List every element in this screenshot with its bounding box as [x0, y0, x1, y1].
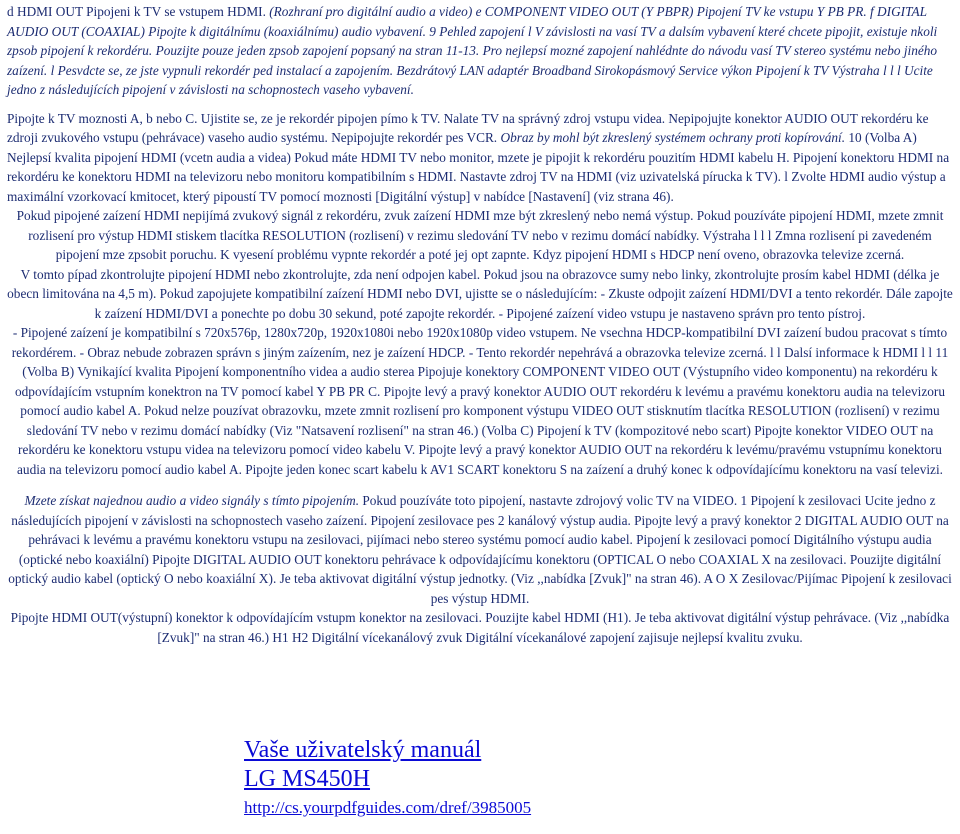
text-segment: V tomto pípad zkontrolujte pipojení HDMI nebo zkontrolujte, zda není odpojen kabel. Pokud jsou na obrazovce sumy nebo linky, zkontrolujte prosím kabel HDMI (délka je obecn limitována na 4,5 m). Pokud zapojujete kompatibilní zaízení HDMI nebo DVI, ujistte se o následujícím: - Zkuste odpojit zaízení HDMI/DVI a tento rekordér. Dále zapojte k zaízení HDMI/DVI a ponechte po dobu 30 sekund, poté zapojte rekordér. - Pipojené zaízení video vstupu je nastaveno správn pro tento pístroj. [7, 266, 953, 321]
text-segment: 10 (Volba A) Nejlepsí kvalita pipojení HDMI (vcetn audia a videa) Pokud máte HDMI TV nebo monitor, mzete je pipojit k rekordéru pouzitím HDMI kabelu H. Pipojení konektoru HDMI na rekordéru ke konektoru HDMI na televizoru nebo monitoru kompatibilním s HDMI. Nastavte zdroj TV na HDMI (viz uzivatelská pírucka k TV). l Zvolte HDMI audio výstup a maximální vzorkovací kmitocet, který pipoustí TV pomocí moznosti [Digitální výstup] v nabídce [Nastavení] (viz strana 46). [7, 130, 950, 204]
paragraph-hdmi-troubleshooting [7, 265, 953, 324]
paragraph-amplifier [7, 491, 953, 608]
text-segment: Pipojte k TV moznosti A, b nebo C. Ujistite se, ze je rekordér pipojen pímo k TV. Nalate TV na správný zdroj vstupu videa. Nepipojujte konektor AUDIO OUT rekordéru ke zdroji zvukového vstupu (pehrávace) vaseho audio systému. Nepipojujte rekordér pes VCR. [7, 110, 929, 145]
model-link[interactable]: LG MS450H [244, 766, 371, 792]
paragraph-component-scart [7, 323, 953, 479]
paragraph-hdmi-amplifier [7, 608, 953, 647]
text-segment: - Pipojené zaízení je kompatibilní s 720x576p, 1280x720p, 1920x1080i nebo 1920x1080p video vstupem. Ne vsechna HDCP-kompatibilní DVI zaízení budou pracovat s tímto rekordérem. - Obraz nebude zobrazen správn s jiným zaízením, nez je zaízení HDCP. - Tento rekordér nepehrává a obrazovka televize zcerná. l l Dalsí informace k HDMI l l 11 (Volba B) Vynikající kvalita Pipojení komponentního videa a audio sterea Pipojuje konektory COMPONENT VIDEO OUT (Výstupního video komponentu) na rekordéru k odpovídajícím vstupním konektron na TV pomocí kabel Y PB PR C. Pipojte levý a pravý konektor AUDIO OUT rekordéru k levému a pravému konektoru audia na televizoru pomocí audio kabel A. Pokud nelze pouzívat obrazovku, mzete zmnit rozlisení pro komponent výstupu VIDEO OUT stisknutím tlacítka RESOLUTION (rozlisení) v rezimu sledování TV nebo v rezimu domácí nabídky (Viz "Natsavení rozlisení" na stran 46.) (Volba C) Pipojení k TV (kompozitové nebo scart) Pipojte konektor VIDEO OUT na rekordéru ke konektoru vstupu videa na televizoru pomocí video kabelu V. Pipojte levý a pravý konektor AUDIO OUT na rekordéru k levému/pravému vstupnímu konektoru audia na televizoru pomocí audio kabel A. Pipojte jeden konec scart kabelu k AV1 SCART konektoru S na zaízení a druhý konec k odpovídajícímu konektoru na vasí televizi. [11, 325, 949, 477]
paragraph-hdmi-notes [7, 206, 953, 265]
manual-title-link[interactable]: Vaše uživatelský manuál [244, 737, 482, 763]
text-segment: Obraz by mohl být zkreslený systémem ochrany proti kopírování. [500, 130, 849, 145]
url-link[interactable]: http://cs.yourpdfguides.com/dref/3985005 [244, 798, 532, 817]
text-segment: Mzete získat najednou audio a video signály s tímto pipojením. [24, 493, 363, 508]
text-segment: Pipojte HDMI OUT(výstupní) konektor k odpovídajícím vstupm konektor na zesilovaci. Pouzijte kabel HDMI (H1). Je teba aktivovat digitální výstup pehrávace. (Viz ,,nabídka [Zvuk]" na stran 46.) H1 H2 Digitální vícekanálový zvuk Digitální vícekanálové zapojení zajisuje nejlepsí kvalitu zvuku. [10, 610, 950, 645]
paragraph-rear-panel [7, 2, 953, 100]
text-segment: d HDMI OUT Pipojeni k TV se vstupem HDMI. [7, 4, 270, 19]
text-segment: (Rozhraní pro digitální audio a video) e COMPONENT VIDEO OUT (Y PBPR) Pipojení TV ke vstupu Y PB PR. f DIGITAL AUDIO OUT (COAXIAL) Pipojte k digitálnímu (koaxiálnímu) audio vybavení. 9 Pehled zapojení l V závislosti na vasí TV a dalsím vybavení které chcete pipojit, existuje nkoli zpsob pipojení k rekordéru. Pouzijte pouze jeden zpsob zapojení popsaný na stran 11-13. Pro nejlepsí mozné zapojení nahlédnte do návodu vasí TV stereo systému nebo jiného zaízení. l Pesvdcte se, ze jste vypnuli rekordér ped instalací a zapojením. Bezdrátový LAN adaptér Broadband Sirokopásmový Service výkon Pipojení k TV Výstraha l l l Ucite jedno z následujících pipojení v závislosti na schopnostech vaseho vybavení. [7, 4, 938, 97]
footer-links [244, 736, 531, 820]
text-segment: Pokud pipojené zaízení HDMI nepijímá zvukový signál z rekordéru, zvuk zaízení HDMI mze být zkreslený nebo nemá výstup. Pokud pouzíváte pipojení HDMI, mzete zmnit rozlisení pro výstup HDMI stiskem tlacítka RESOLUTION (rozlisení) v rezimu sledování TV nebo v rezimu domácí nabídky. Výstraha l l l Zmna rozlisení pi zavedeném pipojení mze zpsobit poruchu. K vyesení problému vypnte rekordér a poté jej opt zapnte. Kdyz pipojení HDMI s HDCP není oveno, obrazovka televize zcerná. [16, 208, 944, 262]
paragraph-tv-connection [7, 109, 953, 207]
text-segment: Pokud pouzíváte toto pipojení, nastavte zdrojový volic TV na VIDEO. 1 Pipojení k zesilovaci Ucite jedno z následujících pipojení v závislosti na schopnostech vaseho zaízení. Pipojení zesilovace pes 2 kanálový výstup audia. Pipojte levý a pravý konektor 2 DIGITAL AUDIO OUT na pehrávaci k levému a pravému konektoru vstupu na zesilovaci, pijímaci nebo stereo systému pomocí audio kabel. Pipojení k zesilovaci pomocí Digitálního výstupu audia (optické nebo koaxiální) Pipojte DIGITAL AUDIO OUT konektoru pehrávace k odpovídajícímu konektoru (OPTICAL O nebo COAXIAL X na zesilovaci. Pouzijte digitální optický audio kabel (optický O nebo koaxiální X). Je teba aktivovat digitální výstup jednotky. (Viz ,,nabídka [Zvuk]" na stran 46). A O X Zesilovac/Pijímac Pipojení k zesilovaci pes výstup HDMI. [8, 493, 952, 606]
